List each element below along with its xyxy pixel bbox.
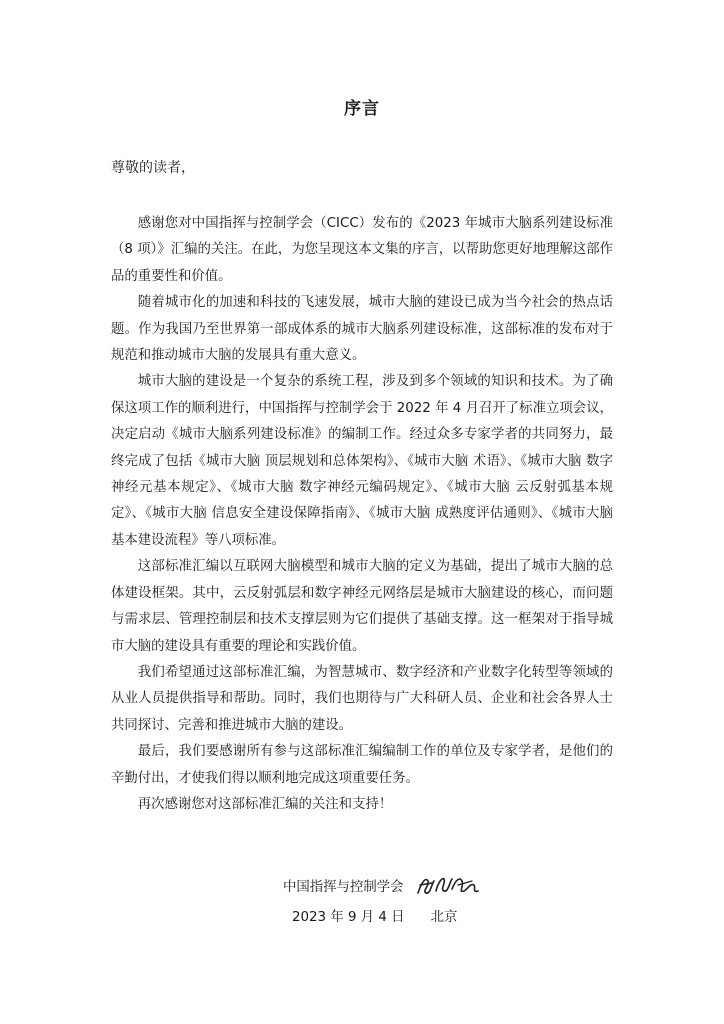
paragraph: 感谢您对中国指挥与控制学会（CICC）发布的《2023 年城市大脑系列建设标准（8 项）》汇编的关注。在此，为您呈现这本文集的序言，以帮助您更好地理解这部作品的重要性和价值。 <box>111 216 613 284</box>
date-place <box>292 906 457 930</box>
signoff-place: 北京 <box>430 910 458 925</box>
paragraph: 随着城市化的加速和科技的飞速发展，城市大脑的建设已成为当今社会的热点话题。作为我国乃至世界第一部成体系的城市大脑系列建设标准，这部标准的发布对于规范和推动城市大脑的发展具有重大意义。 <box>111 295 613 364</box>
paragraph: 再次感谢您对这部标准汇编的关注和支持！ <box>137 796 393 812</box>
preface-body <box>111 211 613 818</box>
handwritten-signature-icon <box>414 871 482 899</box>
page-title: 序言 <box>344 99 380 119</box>
signoff <box>283 876 482 900</box>
signoff-date: 2023 年 9 月 4 日 <box>292 910 405 925</box>
paragraph: 最后，我们要感谢所有参与这部标准汇编编制工作的单位及专家学者，是他们的辛勤付出，才使我们得以顺利地完成这项重要任务。 <box>111 744 613 786</box>
paragraph: 我们希望通过这部标准汇编，为智慧城市、数字经济和产业数字化转型等领域的从业人员提供指导和帮助。同时，我们也期待与广大科研人员、企业和社会各界人士共同探讨、完善和推进城市大脑的建设。 <box>111 664 613 733</box>
salutation: 尊敬的读者， <box>111 160 195 176</box>
paragraph: 城市大脑的建设是一个复杂的系统工程，涉及到多个领域的知识和技术。为了确保这项工作的顺利进行，中国指挥与控制学会于 2022 年 4 月召开了标准立项会议，决定启动《城市大脑系列建设标准》的编制工作。经过众多专家学者的共同努力，最终完成了包括《城市大脑 顶层规划和总体架构》、《城市大脑 术语》、《城市大脑 数字神经元基本规定》、《城市大脑 数字神经元编码规定》、《城市大脑 云反射弧基本规定》、《城市大脑 信息安全建设保障指南》、《城市大脑 成熟度评估通则》、《城市大脑 基本建设流程》等八项标准。 <box>111 374 613 548</box>
paragraph: 这部标准汇编以互联网大脑模型和城市大脑的定义为基础，提出了城市大脑的总体建设框架。其中，云反射弧层和数字神经元网络层是城市大脑建设的核心，而问题与需求层、管理控制层和技术支撑层则为它们提供了基础支撑。这一框架对于指导城市大脑的建设具有重要的理论和实践价值。 <box>111 559 613 654</box>
organization-name: 中国指挥与控制学会 <box>283 880 404 895</box>
